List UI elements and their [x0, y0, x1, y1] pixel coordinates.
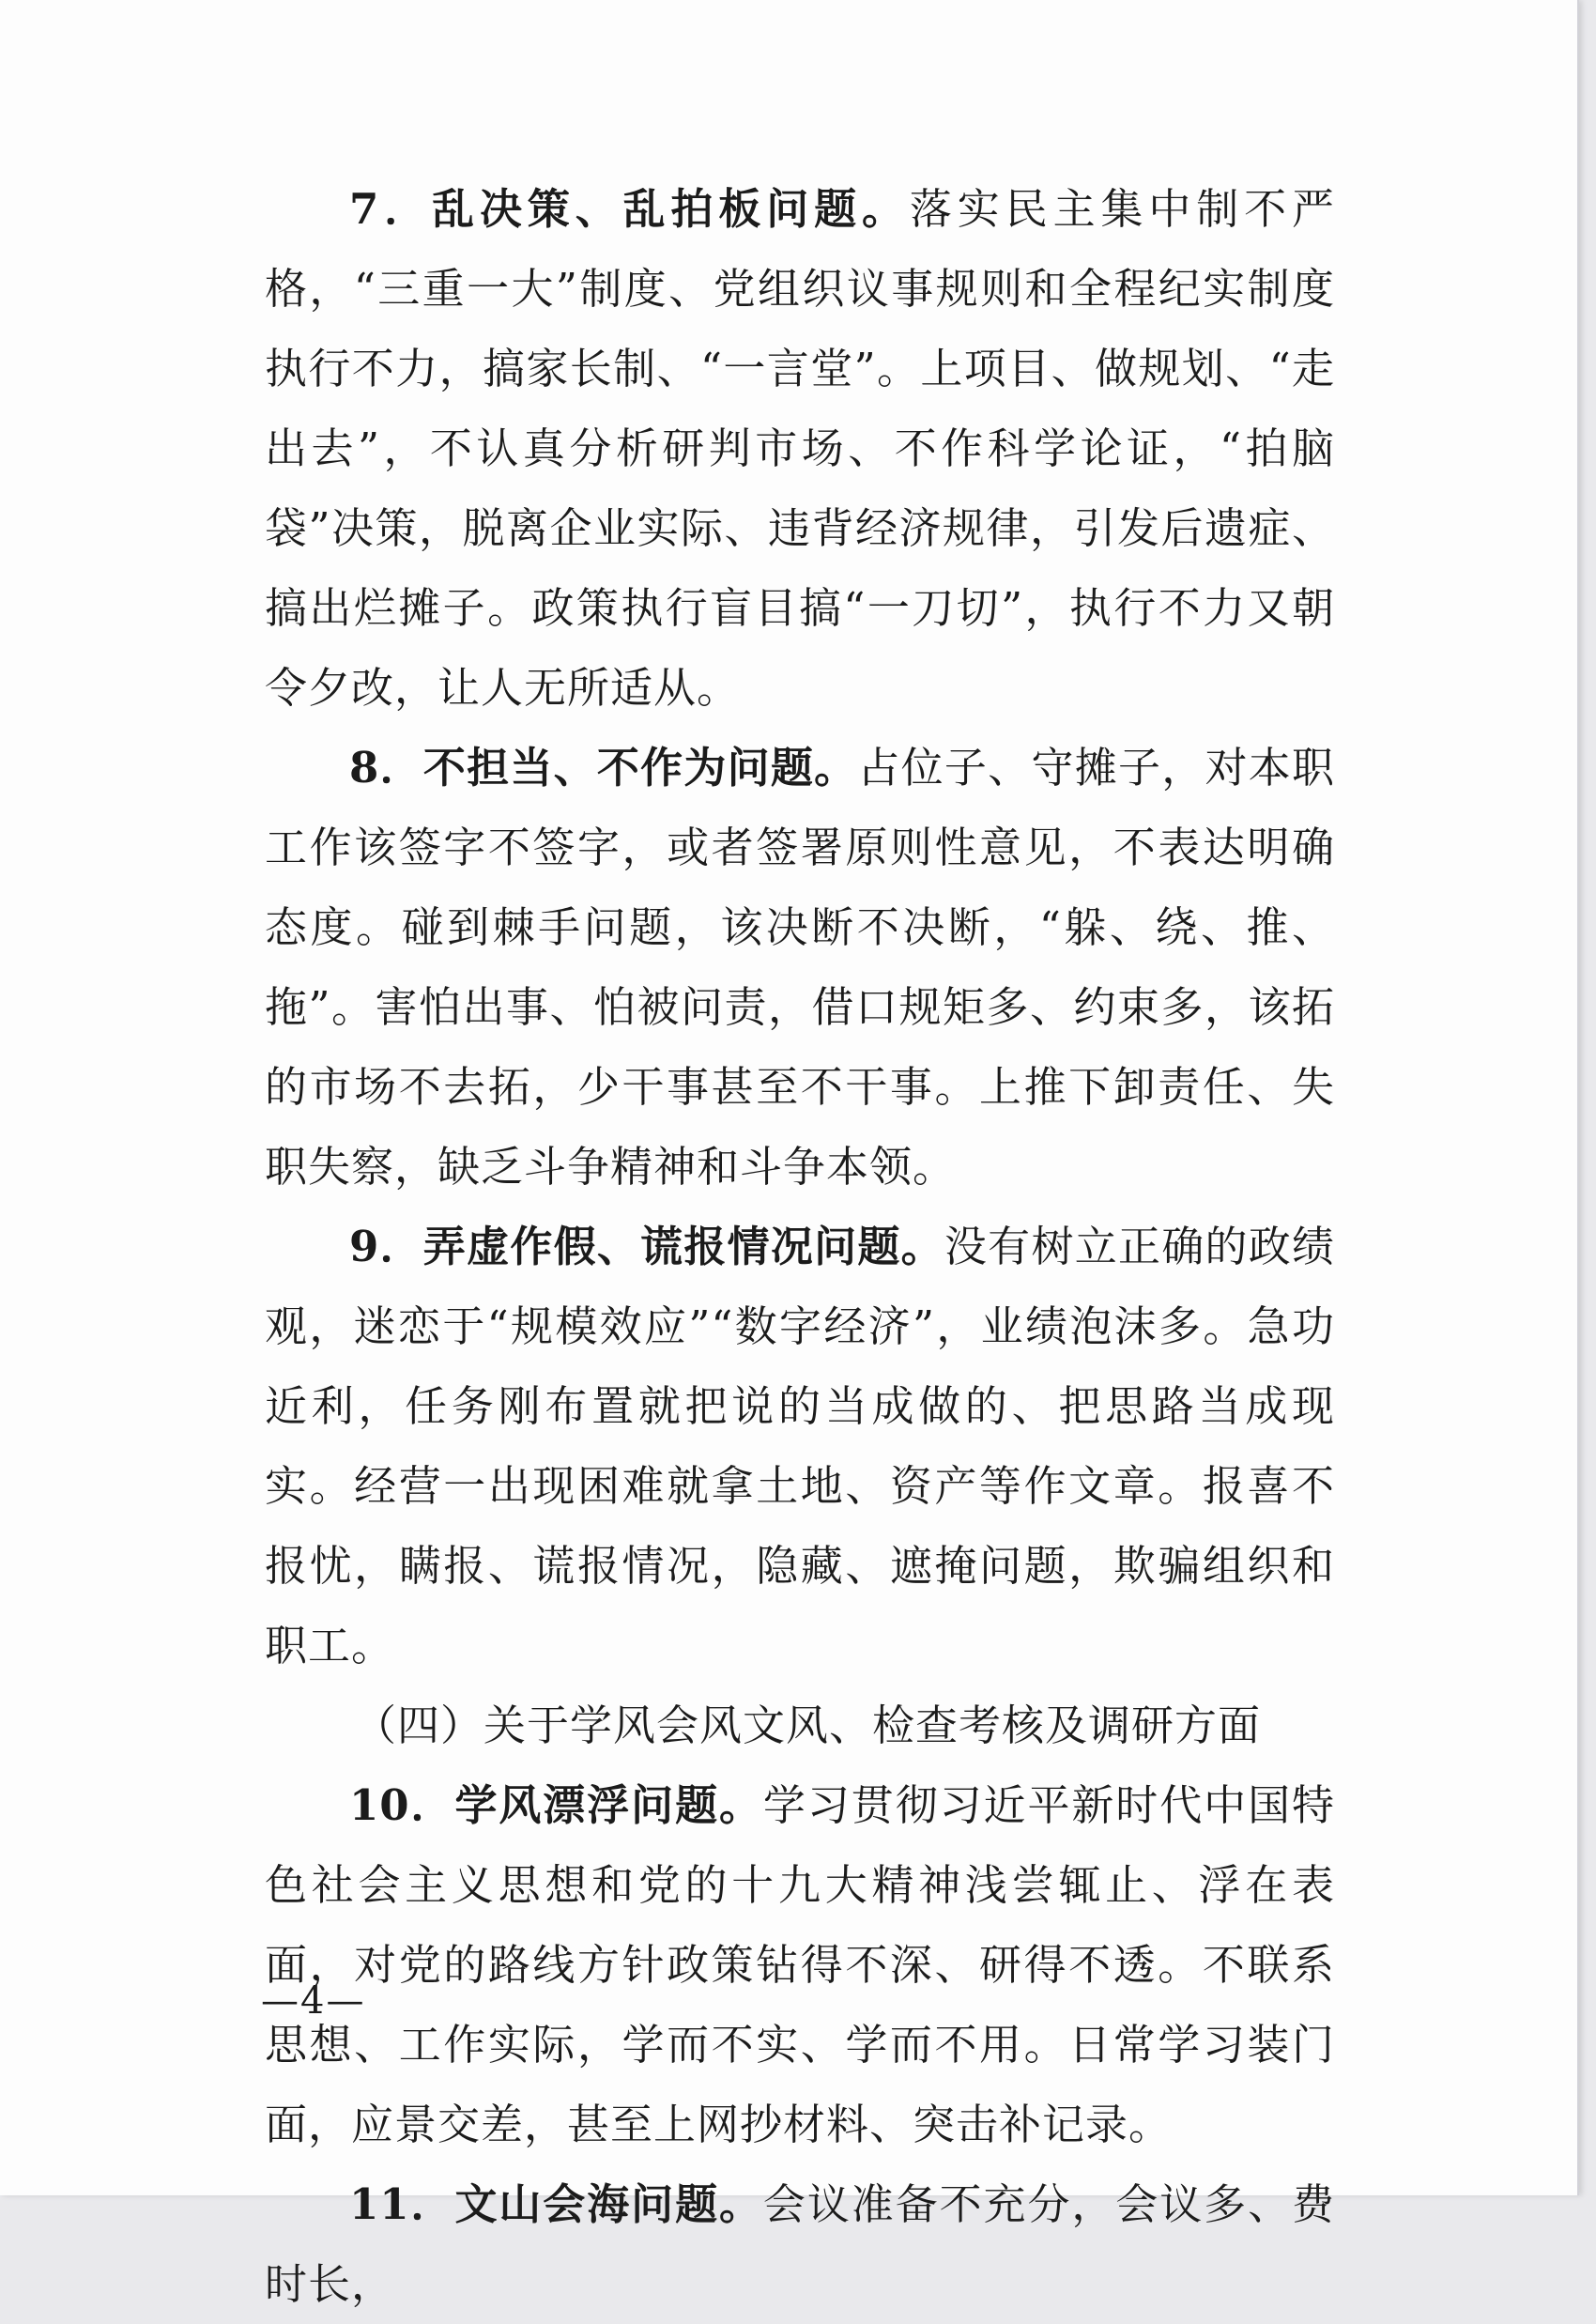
paragraph-item-8 — [265, 728, 1335, 1207]
section-heading: （四）关于学风会风文风、检查考核及调研方面 — [354, 1701, 1262, 1750]
paragraph-body: 占位子、守摊子，对本职工作该签字不签字，或者签署原则性意见，不表达明确态度。碰到棘手问题，该决断不决断，“躲、绕、推、拖”。害怕出事、怕被问责，借口规矩多、约束多，该拓的市场不去拓，少干事甚至不干事。上推下卸责任、失职失察，缺乏斗争精神和斗争本领。 — [265, 743, 1335, 1192]
paragraph-body: 没有树立正确的政绩观，迷恋于“规模效应”“数字经济”，业绩泡沫多。急功近利，任务刚布置就把说的当成做的、把思路当成现实。经营一出现困难就拿土地、资产等作文章。报喜不报忧，瞒报、谎报情况，隐藏、遮掩问题，欺骗组织和职工。 — [265, 1222, 1335, 1670]
paragraph-item-11 — [265, 2164, 1335, 2324]
paragraph-lead: 7．乱决策、乱拍板问题。 — [349, 184, 910, 234]
paragraph-item-10 — [265, 1765, 1335, 2164]
paragraph-body: 会议准备不充分，会议多、费时长， — [265, 2179, 1335, 2309]
paragraph-body: 学习贯彻习近平新时代中国特色社会主义思想和党的十九大精神浅尝辄止、浮在表面，对党的路线方针政策钻得不深、研得不透。不联系思想、工作实际，学而不实、学而不用。日常学习装门面，应景交差，甚至上网抄材料、突击补记录。 — [265, 1780, 1335, 2149]
paragraph-lead: 9．弄虚作假、谎报情况问题。 — [349, 1222, 944, 1271]
paragraph-lead: 8．不担当、不作为问题。 — [349, 743, 858, 793]
paragraph-lead: 10．学风漂浮问题。 — [349, 1780, 763, 1830]
paragraph-item-7 — [265, 169, 1335, 728]
page-number: —4— — [261, 1979, 366, 2023]
paragraph-body: 落实民主集中制不严格，“三重一大”制度、党组织议事规则和全程纪实制度执行不力，搞家长制、“一言堂”。上项目、做规划、“走出去”，不认真分析研判市场、不作科学论证，“拍脑袋”决策，脱离企业实际、违背经济规律，引发后遗症、搞出烂摊子。政策执行盲目搞“一刀切”，执行不力又朝令夕改，让人无所适从。 — [265, 184, 1335, 713]
paragraph-lead: 11．文山会海问题。 — [349, 2179, 763, 2229]
paragraph-item-9 — [265, 1207, 1335, 1685]
body-text — [265, 169, 1335, 2324]
